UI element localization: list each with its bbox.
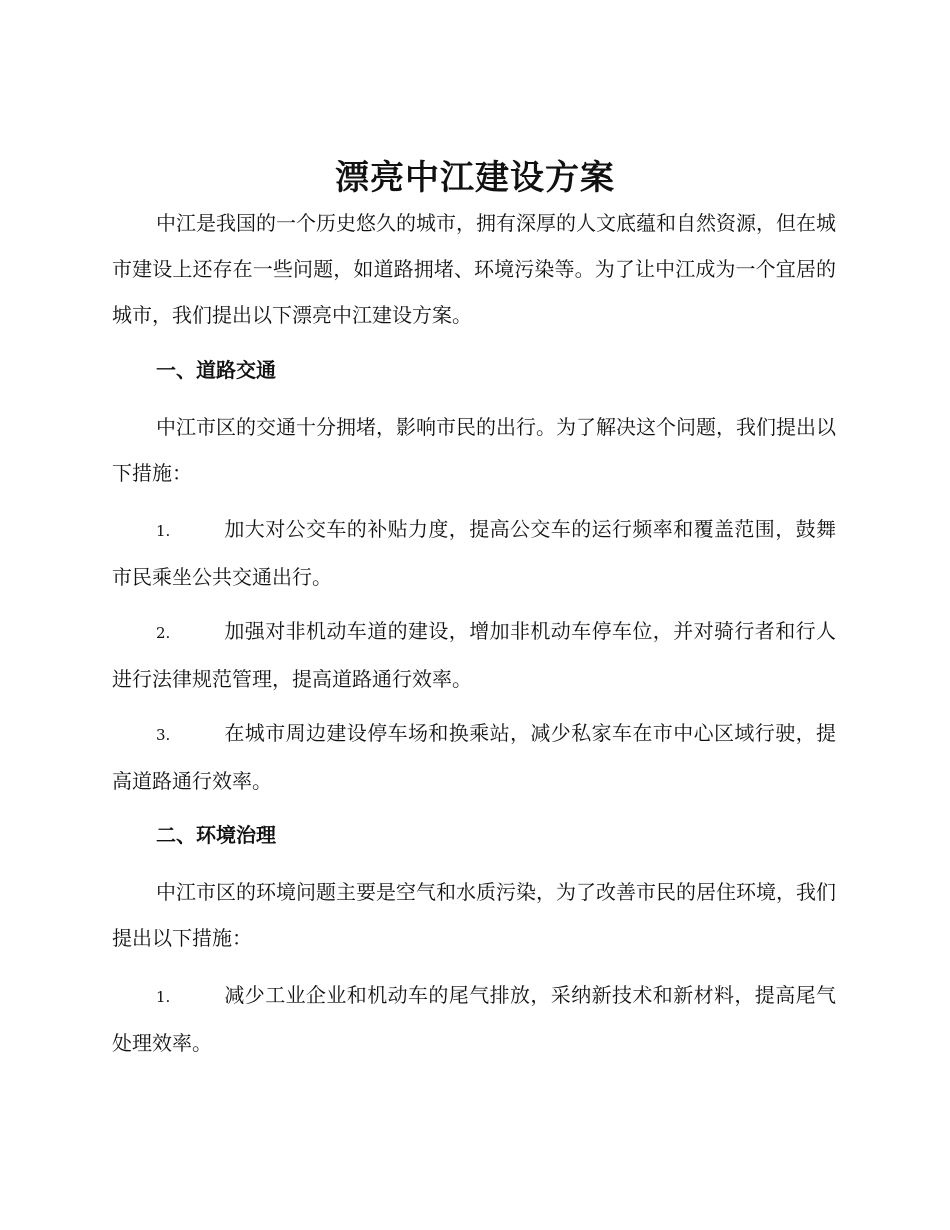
section-paragraph-traffic: 中江市区的交通十分拥堵，影响市民的出行。为了解决这个问题，我们提出以下措施： [112, 415, 836, 485]
list-item [112, 506, 836, 600]
list-item-text: 在城市周边建设停车场和换乘站，减少私家车在市中心区域行驶，提高道路通行效率。 [112, 721, 836, 793]
list-item-number: 1. [156, 522, 171, 540]
section-heading-environment: 二、环境治理 [156, 823, 276, 847]
list-item-number: 1. [156, 988, 171, 1006]
section-paragraph-environment: 中江市区的环境问题主要是空气和水质污染，为了改善市民的居住环境，我们提出以下措施： [112, 880, 836, 950]
list-item-number: 2. [156, 624, 171, 642]
list-item-text: 加大对公交车的补贴力度，提高公交车的运行频率和覆盖范围，鼓舞市民乘坐公共交通出行。 [112, 517, 836, 589]
list-item [112, 710, 836, 804]
list-item-number: 3. [156, 726, 171, 744]
list-item-text: 加强对非机动车道的建设，增加非机动车停车位，并对骑行者和行人进行法律规范管理，提高道路通行效率。 [112, 619, 836, 691]
page-title: 漂亮中江建设方案 [335, 158, 615, 198]
list-item-text: 减少工业企业和机动车的尾气排放，采纳新技术和新材料，提高尾气处理效率。 [112, 983, 836, 1055]
section-heading-traffic: 一、道路交通 [156, 358, 276, 382]
list-item [112, 608, 836, 702]
intro-paragraph: 中江是我国的一个历史悠久的城市，拥有深厚的人文底蕴和自然资源，但在城市建设上还存在一些问题，如道路拥堵、环境污染等。为了让中江成为一个宜居的城市，我们提出以下漂亮中江建设方案。 [112, 211, 836, 327]
list-item [112, 972, 836, 1066]
